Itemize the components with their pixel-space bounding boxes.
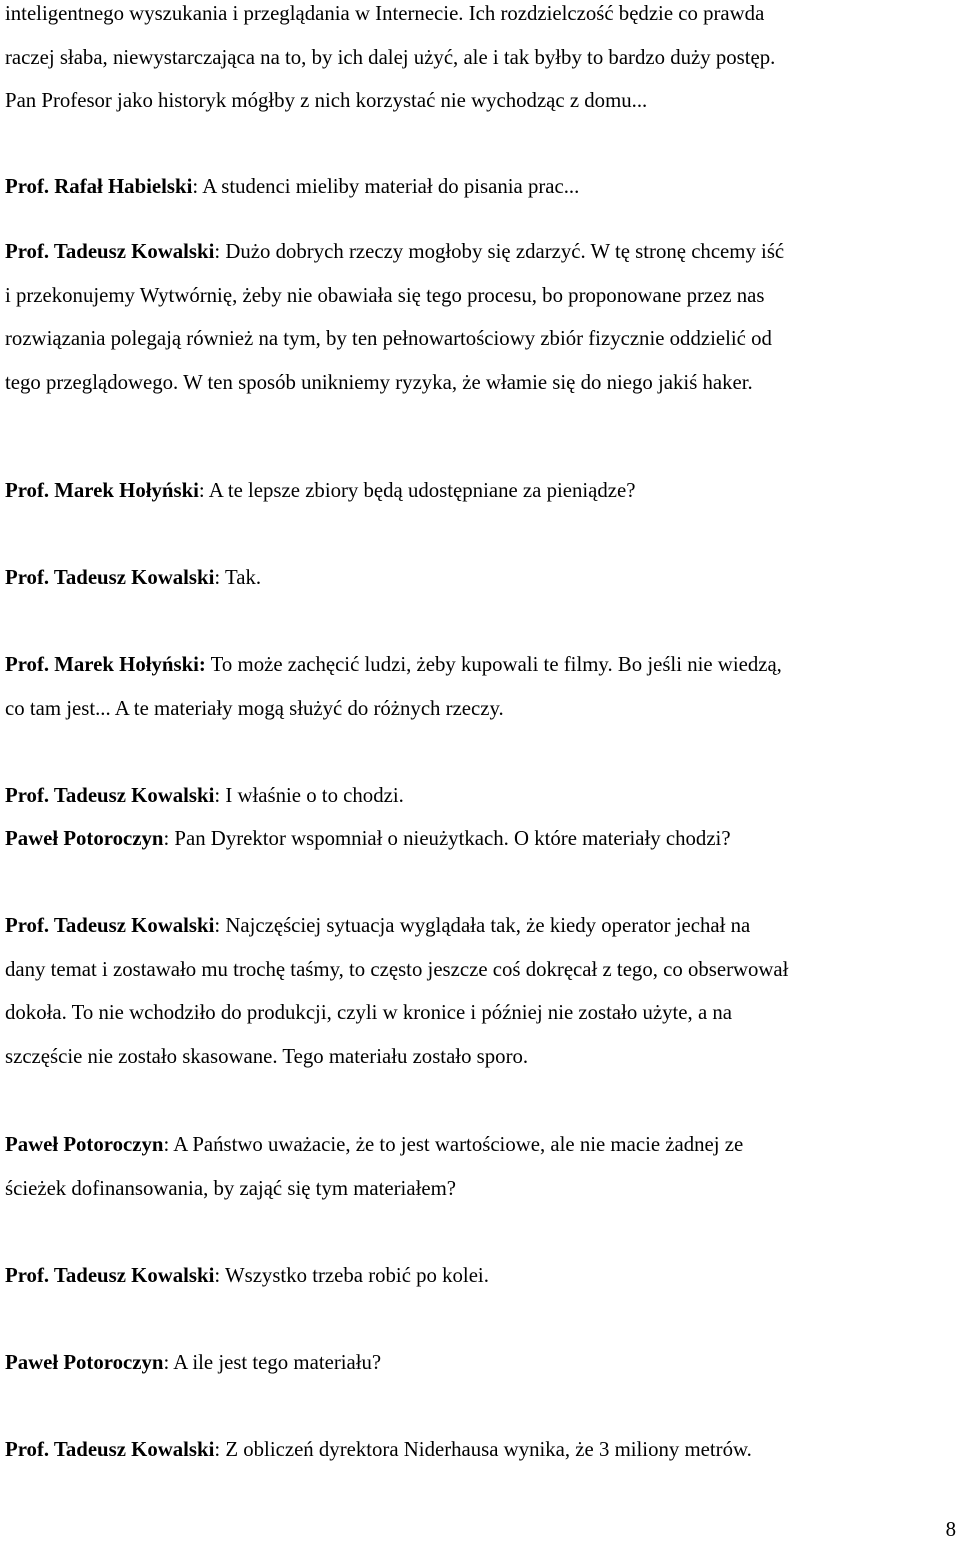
- text-line: : Z obliczeń dyrektora Niderhausa wynika, że 3 miliony metrów.: [214, 1438, 752, 1461]
- page-number: 8: [945, 1518, 956, 1541]
- speaker-name: Prof. Rafał Habielski: [5, 175, 193, 198]
- dialogue-entry: [5, 1254, 960, 1298]
- text-line: : Pan Dyrektor wspomniał o nieużytkach. O które materiały chodzi?: [163, 827, 731, 850]
- text-line: : Wszystko trzeba robić po kolei.: [214, 1264, 489, 1287]
- speaker-name: Prof. Tadeusz Kowalski: [5, 566, 215, 589]
- speaker-name: Prof. Tadeusz Kowalski: [5, 784, 215, 807]
- speaker-name: Prof. Marek Hołyński:: [5, 653, 206, 676]
- speaker-name: Prof. Tadeusz Kowalski: [5, 240, 215, 263]
- text-line: Pan Profesor jako historyk mógłby z nich korzystać nie wychodząc z domu...: [5, 89, 648, 112]
- speaker-name: Paweł Potoroczyn: [5, 1133, 164, 1156]
- text-line: To może zachęcić ludzi, żeby kupowali te filmy. Bo jeśli nie wiedzą,: [205, 653, 782, 676]
- text-line: co tam jest... A te materiały mogą służyć do różnych rzeczy.: [5, 696, 504, 720]
- speaker-name: Prof. Marek Hołyński: [5, 479, 199, 502]
- speaker-name: Prof. Tadeusz Kowalski: [5, 1264, 215, 1287]
- dialogue-entry: [5, 469, 960, 513]
- dialogue-entry: [5, 774, 960, 818]
- text-line: : Najczęściej sytuacja wyglądała tak, że kiedy operator jechał na: [214, 914, 751, 937]
- text-line: inteligentnego wyszukania i przeglądania w Internecie. Ich rozdzielczość będzie co prawda: [5, 2, 765, 25]
- dialogue-entry: [5, 1123, 960, 1210]
- text-line: : A studenci mieliby materiał do pisania prac...: [192, 175, 580, 198]
- text-line: : A Państwo uważacie, że to jest wartościowe, ale nie macie żadnej ze: [163, 1133, 744, 1156]
- text-line: tego przeglądowego. W ten sposób unikniemy ryzyka, że włamie się do niego jakiś haker.: [5, 370, 753, 394]
- text-line: rozwiązania polegają również na tym, by ten pełnowartościowy zbiór fizycznie oddzielić od: [5, 327, 772, 350]
- dialogue-entry: [5, 904, 960, 1078]
- text-line: : Dużo dobrych rzeczy mogłoby się zdarzyć. W tę stronę chcemy iść: [214, 240, 785, 263]
- text-line: szczęście nie zostało skasowane. Tego materiału zostało sporo.: [5, 1044, 529, 1068]
- text-line: dany temat i zostawało mu trochę taśmy, to często jeszcze coś dokręcał z tego, co obserwował: [5, 957, 789, 981]
- text-line: : A ile jest tego materiału?: [163, 1351, 382, 1374]
- text-line: : Tak.: [214, 566, 262, 589]
- speaker-name: Paweł Potoroczyn: [5, 827, 164, 850]
- text-line: : I właśnie o to chodzi.: [214, 784, 404, 807]
- text-line: : A te lepsze zbiory będą udostępniane za pieniądze?: [198, 479, 636, 502]
- text-line: raczej słaba, niewystarczająca na to, by ich dalej użyć, ale i tak byłby to bardzo duży postęp.: [5, 45, 776, 69]
- speaker-name: Paweł Potoroczyn: [5, 1351, 164, 1374]
- text-line: dokoła. To nie wchodziło do produkcji, czyli w kronice i później nie zostało użyte, a na: [5, 1001, 732, 1024]
- dialogue-entry: [5, 556, 960, 600]
- intro-paragraph: [5, 0, 960, 123]
- dialogue-entry: [5, 817, 960, 861]
- dialogue-entry: [5, 165, 960, 209]
- dialogue-entry: [5, 1428, 960, 1472]
- dialogue-entry: [5, 1341, 960, 1385]
- text-line: ścieżek dofinansowania, by zająć się tym materiałem?: [5, 1176, 456, 1200]
- dialogue-entry: [5, 230, 960, 404]
- speaker-name: Prof. Tadeusz Kowalski: [5, 1438, 215, 1461]
- dialogue-entry: [5, 643, 960, 730]
- speaker-name: Prof. Tadeusz Kowalski: [5, 914, 215, 937]
- text-line: i przekonujemy Wytwórnię, żeby nie obawiała się tego procesu, bo proponowane przez nas: [5, 283, 765, 307]
